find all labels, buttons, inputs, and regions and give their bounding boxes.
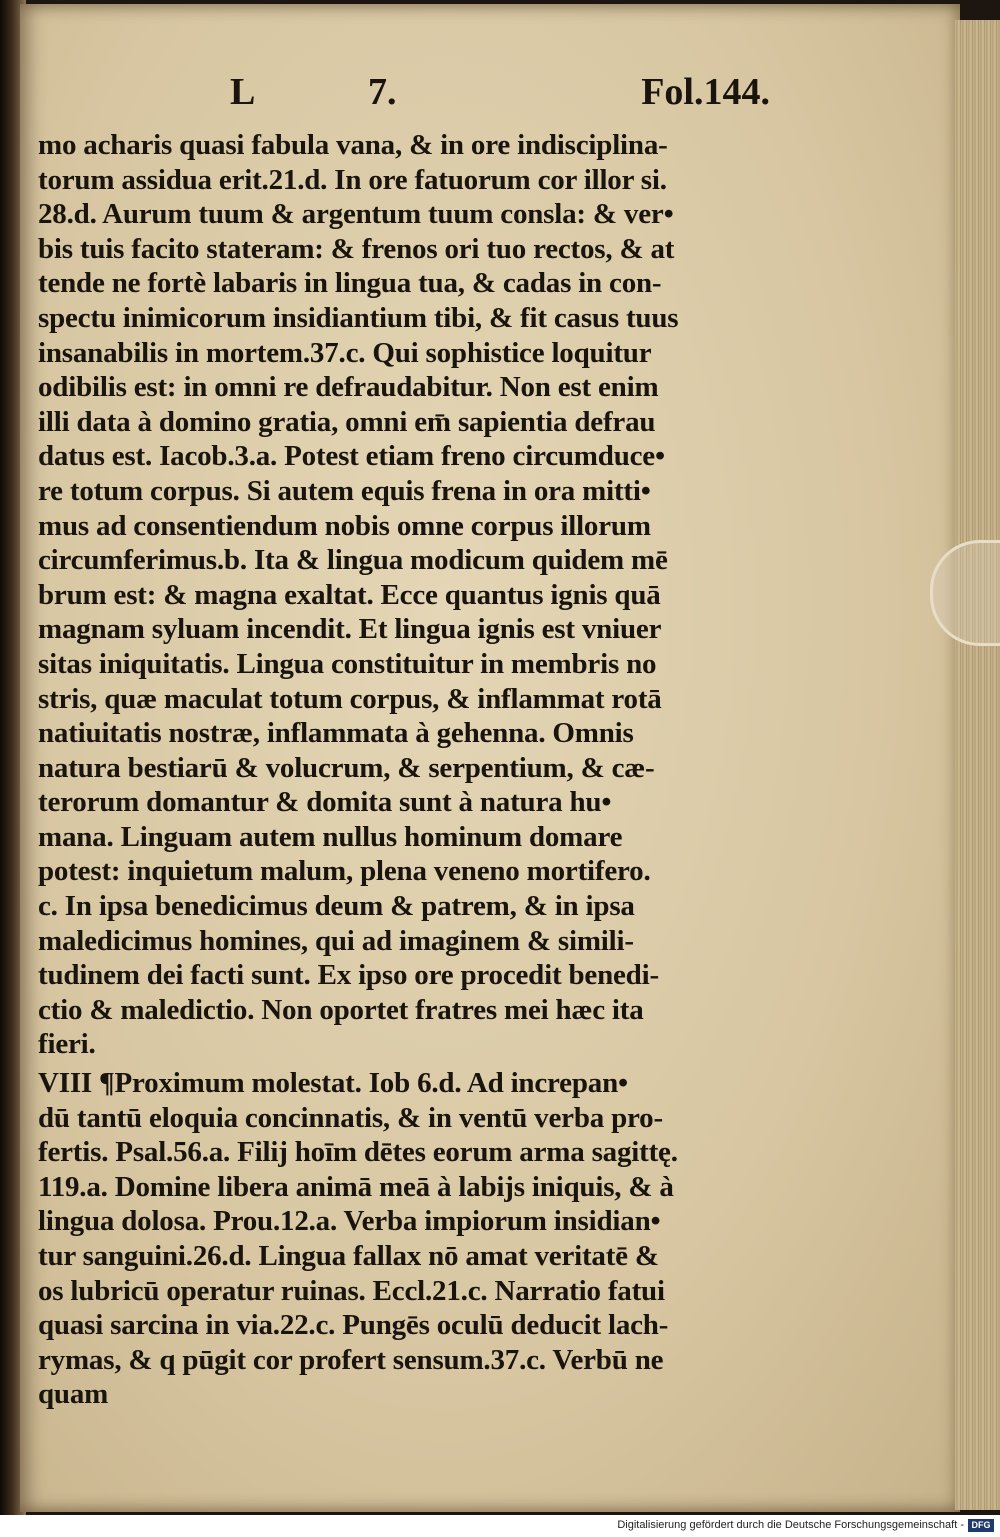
text-line: lingua dolosa. Prou.12.a. Verba impiorum insidian• [38,1205,661,1238]
dfg-logo: DFG [968,1519,994,1532]
text-line: ctio & maledictio. Non oportet fratres mei hæc ita [38,993,644,1026]
text-line: insanabilis in mortem.37.c. Qui sophistice loquitur [38,336,652,369]
text-line: tende ne fortè labaris in lingua tua, & cadas in con- [38,267,662,300]
text-line: magnam syluam incendit. Et lingua ignis est vniuer [38,613,662,646]
signature-mark: L [230,71,256,113]
footer-bar [0,1515,1000,1537]
text-line: maledicimus homines, qui ad imaginem & simili- [38,924,634,957]
text-line: datus est. Iacob.3.a. Potest etiam freno circumduce• [38,440,665,473]
text-line: os lubricū operatur ruinas. Eccl.21.c. Narratio fatui [38,1274,665,1307]
text-line: torum assidua erit.21.d. In ore fatuorum cor illor si. [38,163,667,196]
page-edges [955,20,1000,1510]
text-line: mo acharis quasi fabula vana, & in ore indisciplina- [38,129,668,161]
text-line: rymas, & q pūgit cor profert sensum.37.c. Verbū ne [38,1343,664,1376]
text-line: bis tuis facito stateram: & frenos ori tuo rectos, & at [38,232,675,265]
text-line: fertis. Psal.56.a. Filij hoīm dētes eorum arma sagittę. [38,1136,678,1169]
text-line: terorum domantur & domita sunt à natura hu• [38,786,612,819]
text-line: c. In ipsa benedicimus deum & patrem, & in ipsa [38,890,635,923]
text-line: quam [38,1378,109,1411]
text-line: 119.a. Domine libera animā meā à labijs iniquis, & à [38,1170,674,1203]
body-text [38,128,773,1412]
running-header [230,70,770,120]
text-line: potest: inquietum malum, plena veneno mortifero. [38,855,651,888]
funding-credit: Digitalisierung gefördert durch die Deutsche Forschungsgemeinschaft - [617,1519,964,1531]
text-line: re totum corpus. Si autem equis frena in ora mitti• [38,474,651,507]
text-line: quasi sarcina in via.22.c. Pungēs oculū deducit lach- [38,1309,669,1342]
text-line: illi data à domino gratia, omni em̄ sapientia defrau [38,405,656,438]
text-line: natura bestiarū & volucrum, & serpentium, & cæ- [38,751,655,784]
text-line: circumferimus.b. Ita & lingua modicum quidem mē [38,544,668,577]
signature-number: 7. [368,71,397,113]
text-line: VIII ¶Proximum molestat. Iob 6.d. Ad increpan• [38,1067,628,1100]
text-line: natiuitatis nostræ, inflammata à gehenna. Omnis [38,717,634,750]
text-line: brum est: & magna exaltat. Ecce quantus ignis quā [38,578,661,611]
text-line: odibilis est: in omni re defraudabitur. Non est enim [38,371,659,404]
text-line: tudinem dei facti sunt. Ex ipso ore procedit benedi- [38,959,659,992]
text-line: mus ad consentiendum nobis omne corpus illorum [38,509,651,542]
folio-number: Fol.144. [641,71,770,113]
text-line: tur sanguini.26.d. Lingua fallax nō amat veritatē & [38,1240,659,1272]
text-line: spectu inimicorum insidiantium tibi, & fit casus tuus [38,301,679,334]
text-line: stris, quæ maculat totum corpus, & inflammat rotā [38,682,662,715]
text-line: 28.d. Aurum tuum & argentum tuum consla: & ver• [38,198,674,231]
text-line: mana. Linguam autem nullus hominum domare [38,820,623,853]
text-line: dū tantū eloquia concinnatis, & in ventū verba pro- [38,1101,663,1134]
text-line: fieri. [38,1028,96,1061]
text-line: sitas iniquitatis. Lingua constituitur in membris no [38,647,657,680]
